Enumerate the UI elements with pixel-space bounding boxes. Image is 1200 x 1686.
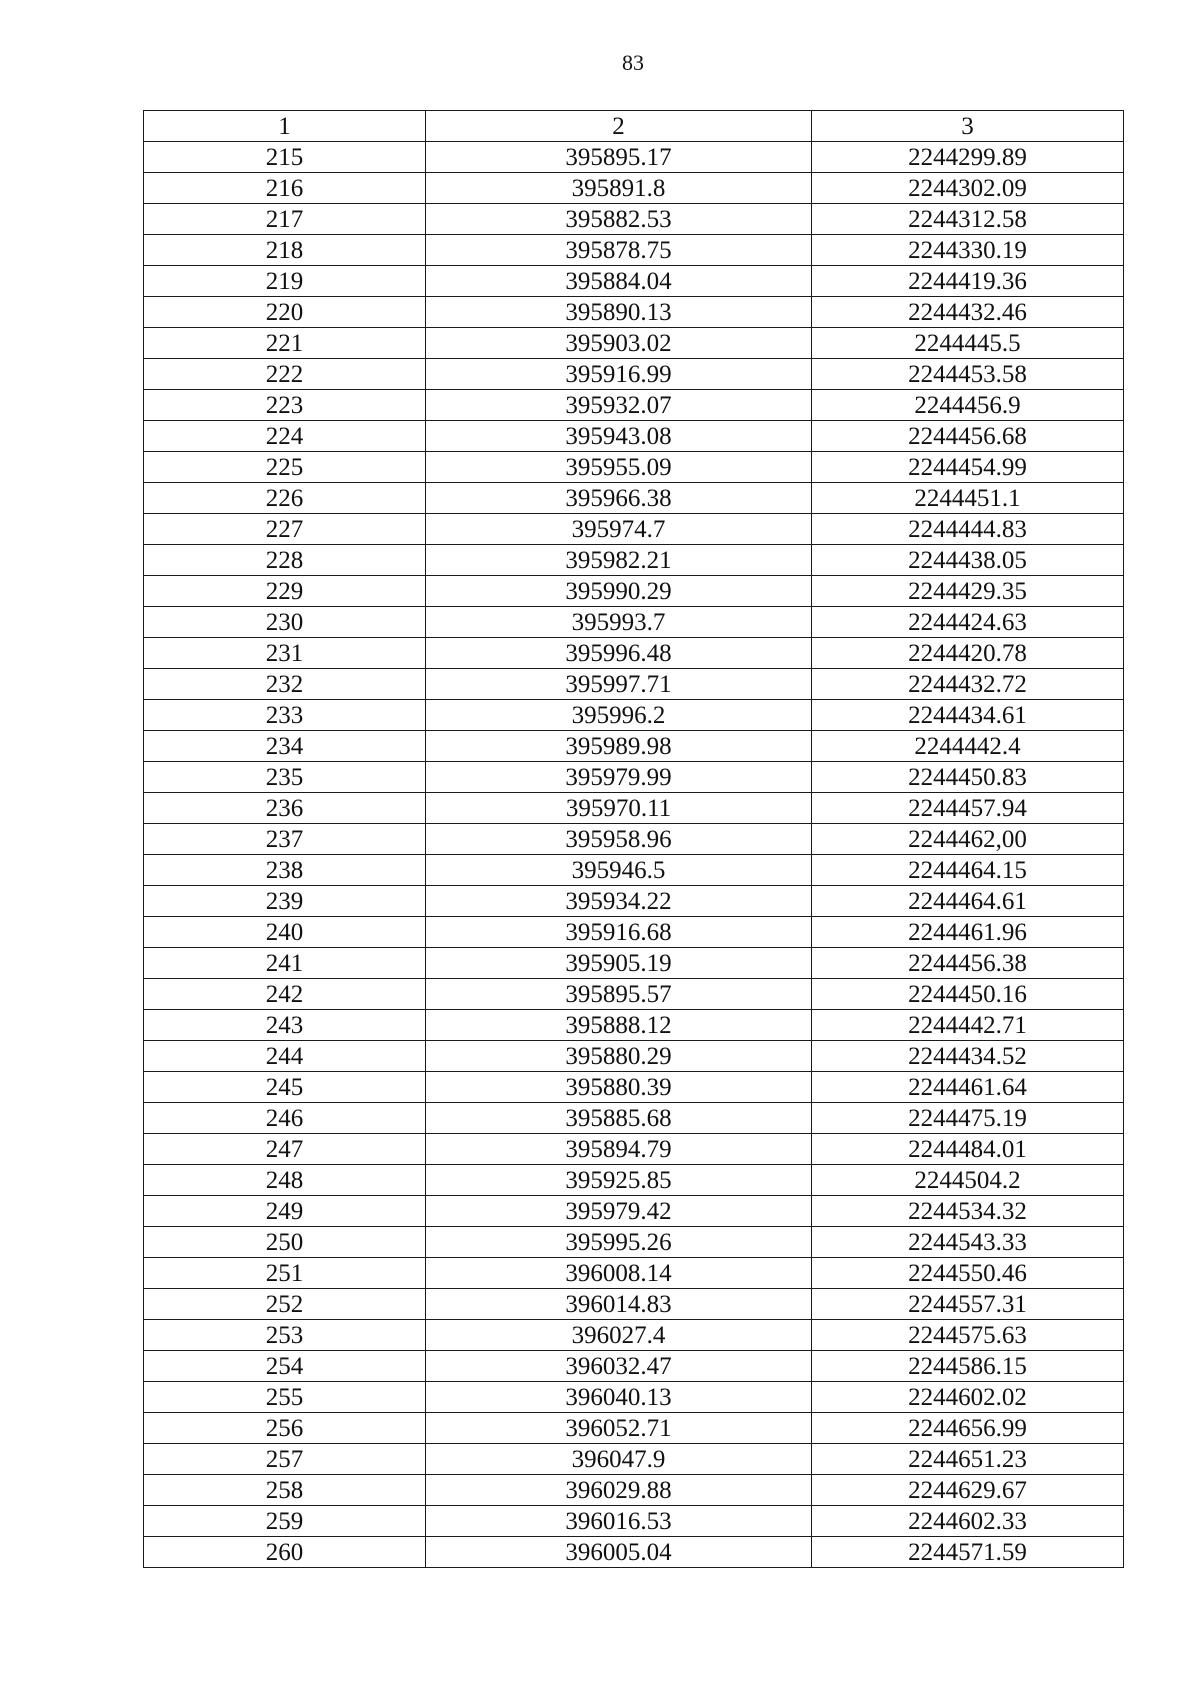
point-number-cell: 254 bbox=[144, 1351, 426, 1382]
x-coordinate-cell: 396052.71 bbox=[426, 1413, 812, 1444]
x-coordinate-cell: 395990.29 bbox=[426, 576, 812, 607]
y-coordinate-cell: 2244461.64 bbox=[812, 1072, 1124, 1103]
y-coordinate-cell: 2244550.46 bbox=[812, 1258, 1124, 1289]
table-row bbox=[144, 1041, 1124, 1072]
table-row bbox=[144, 142, 1124, 173]
table-row bbox=[144, 266, 1124, 297]
y-coordinate-cell: 2244442.71 bbox=[812, 1010, 1124, 1041]
y-coordinate-cell: 2244575.63 bbox=[812, 1320, 1124, 1351]
table-row bbox=[144, 979, 1124, 1010]
table-row bbox=[144, 1289, 1124, 1320]
table-row bbox=[144, 328, 1124, 359]
y-coordinate-cell: 2244442.4 bbox=[812, 731, 1124, 762]
point-number-cell: 230 bbox=[144, 607, 426, 638]
point-number-cell: 256 bbox=[144, 1413, 426, 1444]
y-coordinate-cell: 2244656.99 bbox=[812, 1413, 1124, 1444]
y-coordinate-cell: 2244312.58 bbox=[812, 204, 1124, 235]
point-number-cell: 233 bbox=[144, 700, 426, 731]
x-coordinate-cell: 395982.21 bbox=[426, 545, 812, 576]
table-row bbox=[144, 421, 1124, 452]
x-coordinate-cell: 395903.02 bbox=[426, 328, 812, 359]
table-row bbox=[144, 948, 1124, 979]
table-row bbox=[144, 390, 1124, 421]
point-number-cell: 257 bbox=[144, 1444, 426, 1475]
y-coordinate-cell: 2244456.38 bbox=[812, 948, 1124, 979]
point-number-cell: 240 bbox=[144, 917, 426, 948]
table-row bbox=[144, 1537, 1124, 1568]
x-coordinate-cell: 395884.04 bbox=[426, 266, 812, 297]
point-number-cell: 221 bbox=[144, 328, 426, 359]
point-number-cell: 259 bbox=[144, 1506, 426, 1537]
x-coordinate-cell: 395946.5 bbox=[426, 855, 812, 886]
x-coordinate-cell: 396047.9 bbox=[426, 1444, 812, 1475]
point-number-cell: 223 bbox=[144, 390, 426, 421]
table-row bbox=[144, 1382, 1124, 1413]
x-coordinate-cell: 396016.53 bbox=[426, 1506, 812, 1537]
point-number-cell: 226 bbox=[144, 483, 426, 514]
x-coordinate-cell: 395916.68 bbox=[426, 917, 812, 948]
point-number-cell: 228 bbox=[144, 545, 426, 576]
x-coordinate-cell: 396014.83 bbox=[426, 1289, 812, 1320]
table-row bbox=[144, 607, 1124, 638]
y-coordinate-cell: 2244543.33 bbox=[812, 1227, 1124, 1258]
table-row bbox=[144, 669, 1124, 700]
y-coordinate-cell: 2244299.89 bbox=[812, 142, 1124, 173]
column-header-1: 1 bbox=[144, 111, 426, 142]
table-row bbox=[144, 1227, 1124, 1258]
point-number-cell: 216 bbox=[144, 173, 426, 204]
x-coordinate-cell: 395997.71 bbox=[426, 669, 812, 700]
point-number-cell: 215 bbox=[144, 142, 426, 173]
table-row bbox=[144, 359, 1124, 390]
y-coordinate-cell: 2244450.83 bbox=[812, 762, 1124, 793]
x-coordinate-cell: 395880.39 bbox=[426, 1072, 812, 1103]
x-coordinate-cell: 395979.99 bbox=[426, 762, 812, 793]
point-number-cell: 217 bbox=[144, 204, 426, 235]
point-number-cell: 250 bbox=[144, 1227, 426, 1258]
y-coordinate-cell: 2244444.83 bbox=[812, 514, 1124, 545]
x-coordinate-cell: 395925.85 bbox=[426, 1165, 812, 1196]
y-coordinate-cell: 2244445.5 bbox=[812, 328, 1124, 359]
point-number-cell: 255 bbox=[144, 1382, 426, 1413]
point-number-cell: 252 bbox=[144, 1289, 426, 1320]
point-number-cell: 246 bbox=[144, 1103, 426, 1134]
x-coordinate-cell: 395995.26 bbox=[426, 1227, 812, 1258]
column-header-2: 2 bbox=[426, 111, 812, 142]
y-coordinate-cell: 2244651.23 bbox=[812, 1444, 1124, 1475]
table-row bbox=[144, 917, 1124, 948]
y-coordinate-cell: 2244457.94 bbox=[812, 793, 1124, 824]
point-number-cell: 231 bbox=[144, 638, 426, 669]
y-coordinate-cell: 2244420.78 bbox=[812, 638, 1124, 669]
x-coordinate-cell: 395894.79 bbox=[426, 1134, 812, 1165]
table-row bbox=[144, 638, 1124, 669]
x-coordinate-cell: 395885.68 bbox=[426, 1103, 812, 1134]
x-coordinate-cell: 395890.13 bbox=[426, 297, 812, 328]
table-row bbox=[144, 824, 1124, 855]
table-row bbox=[144, 886, 1124, 917]
x-coordinate-cell: 396008.14 bbox=[426, 1258, 812, 1289]
table-row bbox=[144, 297, 1124, 328]
table-row bbox=[144, 1103, 1124, 1134]
x-coordinate-cell: 395974.7 bbox=[426, 514, 812, 545]
point-number-cell: 242 bbox=[144, 979, 426, 1010]
point-number-cell: 237 bbox=[144, 824, 426, 855]
point-number-cell: 249 bbox=[144, 1196, 426, 1227]
point-number-cell: 222 bbox=[144, 359, 426, 390]
table-row bbox=[144, 545, 1124, 576]
x-coordinate-cell: 395955.09 bbox=[426, 452, 812, 483]
x-coordinate-cell: 395979.42 bbox=[426, 1196, 812, 1227]
y-coordinate-cell: 2244475.19 bbox=[812, 1103, 1124, 1134]
point-number-cell: 224 bbox=[144, 421, 426, 452]
table-row bbox=[144, 1196, 1124, 1227]
table-row bbox=[144, 1351, 1124, 1382]
point-number-cell: 219 bbox=[144, 266, 426, 297]
x-coordinate-cell: 395895.17 bbox=[426, 142, 812, 173]
y-coordinate-cell: 2244464.15 bbox=[812, 855, 1124, 886]
x-coordinate-cell: 396040.13 bbox=[426, 1382, 812, 1413]
table-header-row bbox=[144, 111, 1124, 142]
point-number-cell: 227 bbox=[144, 514, 426, 545]
table-row bbox=[144, 204, 1124, 235]
table-row bbox=[144, 793, 1124, 824]
x-coordinate-cell: 395943.08 bbox=[426, 421, 812, 452]
table-row bbox=[144, 855, 1124, 886]
x-coordinate-cell: 396027.4 bbox=[426, 1320, 812, 1351]
page-number: 83 bbox=[622, 50, 644, 75]
x-coordinate-cell: 395916.99 bbox=[426, 359, 812, 390]
point-number-cell: 232 bbox=[144, 669, 426, 700]
x-coordinate-cell: 395993.7 bbox=[426, 607, 812, 638]
table-row bbox=[144, 1072, 1124, 1103]
y-coordinate-cell: 2244629.67 bbox=[812, 1475, 1124, 1506]
x-coordinate-cell: 396029.88 bbox=[426, 1475, 812, 1506]
x-coordinate-cell: 395880.29 bbox=[426, 1041, 812, 1072]
y-coordinate-cell: 2244429.35 bbox=[812, 576, 1124, 607]
x-coordinate-cell: 395888.12 bbox=[426, 1010, 812, 1041]
point-number-cell: 247 bbox=[144, 1134, 426, 1165]
y-coordinate-cell: 2244450.16 bbox=[812, 979, 1124, 1010]
point-number-cell: 241 bbox=[144, 948, 426, 979]
x-coordinate-cell: 395882.53 bbox=[426, 204, 812, 235]
y-coordinate-cell: 2244602.02 bbox=[812, 1382, 1124, 1413]
table-body bbox=[144, 142, 1124, 1568]
point-number-cell: 258 bbox=[144, 1475, 426, 1506]
coordinates-table bbox=[143, 110, 1124, 1568]
y-coordinate-cell: 2244434.52 bbox=[812, 1041, 1124, 1072]
table-row bbox=[144, 700, 1124, 731]
point-number-cell: 234 bbox=[144, 731, 426, 762]
y-coordinate-cell: 2244557.31 bbox=[812, 1289, 1124, 1320]
y-coordinate-cell: 2244602.33 bbox=[812, 1506, 1124, 1537]
y-coordinate-cell: 2244419.36 bbox=[812, 266, 1124, 297]
x-coordinate-cell: 395989.98 bbox=[426, 731, 812, 762]
x-coordinate-cell: 395878.75 bbox=[426, 235, 812, 266]
x-coordinate-cell: 395966.38 bbox=[426, 483, 812, 514]
table-row bbox=[144, 1413, 1124, 1444]
y-coordinate-cell: 2244453.58 bbox=[812, 359, 1124, 390]
y-coordinate-cell: 2244464.61 bbox=[812, 886, 1124, 917]
y-coordinate-cell: 2244461.96 bbox=[812, 917, 1124, 948]
table-row bbox=[144, 1320, 1124, 1351]
y-coordinate-cell: 2244462,00 bbox=[812, 824, 1124, 855]
point-number-cell: 238 bbox=[144, 855, 426, 886]
y-coordinate-cell: 2244432.46 bbox=[812, 297, 1124, 328]
x-coordinate-cell: 396005.04 bbox=[426, 1537, 812, 1568]
point-number-cell: 239 bbox=[144, 886, 426, 917]
x-coordinate-cell: 395932.07 bbox=[426, 390, 812, 421]
point-number-cell: 244 bbox=[144, 1041, 426, 1072]
table-header bbox=[144, 111, 1124, 142]
point-number-cell: 245 bbox=[144, 1072, 426, 1103]
table-row bbox=[144, 235, 1124, 266]
y-coordinate-cell: 2244330.19 bbox=[812, 235, 1124, 266]
y-coordinate-cell: 2244451.1 bbox=[812, 483, 1124, 514]
point-number-cell: 218 bbox=[144, 235, 426, 266]
point-number-cell: 260 bbox=[144, 1537, 426, 1568]
y-coordinate-cell: 2244504.2 bbox=[812, 1165, 1124, 1196]
column-header-3: 3 bbox=[812, 111, 1124, 142]
point-number-cell: 236 bbox=[144, 793, 426, 824]
table-row bbox=[144, 762, 1124, 793]
point-number-cell: 229 bbox=[144, 576, 426, 607]
y-coordinate-cell: 2244302.09 bbox=[812, 173, 1124, 204]
y-coordinate-cell: 2244534.32 bbox=[812, 1196, 1124, 1227]
table-row bbox=[144, 1258, 1124, 1289]
point-number-cell: 225 bbox=[144, 452, 426, 483]
table-row bbox=[144, 514, 1124, 545]
point-number-cell: 251 bbox=[144, 1258, 426, 1289]
x-coordinate-cell: 395934.22 bbox=[426, 886, 812, 917]
table-row bbox=[144, 1475, 1124, 1506]
x-coordinate-cell: 395996.48 bbox=[426, 638, 812, 669]
point-number-cell: 243 bbox=[144, 1010, 426, 1041]
y-coordinate-cell: 2244456.9 bbox=[812, 390, 1124, 421]
table-row bbox=[144, 1165, 1124, 1196]
y-coordinate-cell: 2244571.59 bbox=[812, 1537, 1124, 1568]
point-number-cell: 220 bbox=[144, 297, 426, 328]
point-number-cell: 248 bbox=[144, 1165, 426, 1196]
point-number-cell: 253 bbox=[144, 1320, 426, 1351]
table-row bbox=[144, 1134, 1124, 1165]
y-coordinate-cell: 2244434.61 bbox=[812, 700, 1124, 731]
x-coordinate-cell: 396032.47 bbox=[426, 1351, 812, 1382]
x-coordinate-cell: 395895.57 bbox=[426, 979, 812, 1010]
x-coordinate-cell: 395891.8 bbox=[426, 173, 812, 204]
table-row bbox=[144, 731, 1124, 762]
y-coordinate-cell: 2244456.68 bbox=[812, 421, 1124, 452]
y-coordinate-cell: 2244432.72 bbox=[812, 669, 1124, 700]
table-row bbox=[144, 483, 1124, 514]
point-number-cell: 235 bbox=[144, 762, 426, 793]
y-coordinate-cell: 2244454.99 bbox=[812, 452, 1124, 483]
x-coordinate-cell: 395958.96 bbox=[426, 824, 812, 855]
table-row bbox=[144, 1444, 1124, 1475]
y-coordinate-cell: 2244484.01 bbox=[812, 1134, 1124, 1165]
x-coordinate-cell: 395905.19 bbox=[426, 948, 812, 979]
y-coordinate-cell: 2244586.15 bbox=[812, 1351, 1124, 1382]
x-coordinate-cell: 395996.2 bbox=[426, 700, 812, 731]
x-coordinate-cell: 395970.11 bbox=[426, 793, 812, 824]
y-coordinate-cell: 2244424.63 bbox=[812, 607, 1124, 638]
table-row bbox=[144, 1010, 1124, 1041]
table-row bbox=[144, 173, 1124, 204]
y-coordinate-cell: 2244438.05 bbox=[812, 545, 1124, 576]
table-row bbox=[144, 452, 1124, 483]
table-row bbox=[144, 1506, 1124, 1537]
table-row bbox=[144, 576, 1124, 607]
